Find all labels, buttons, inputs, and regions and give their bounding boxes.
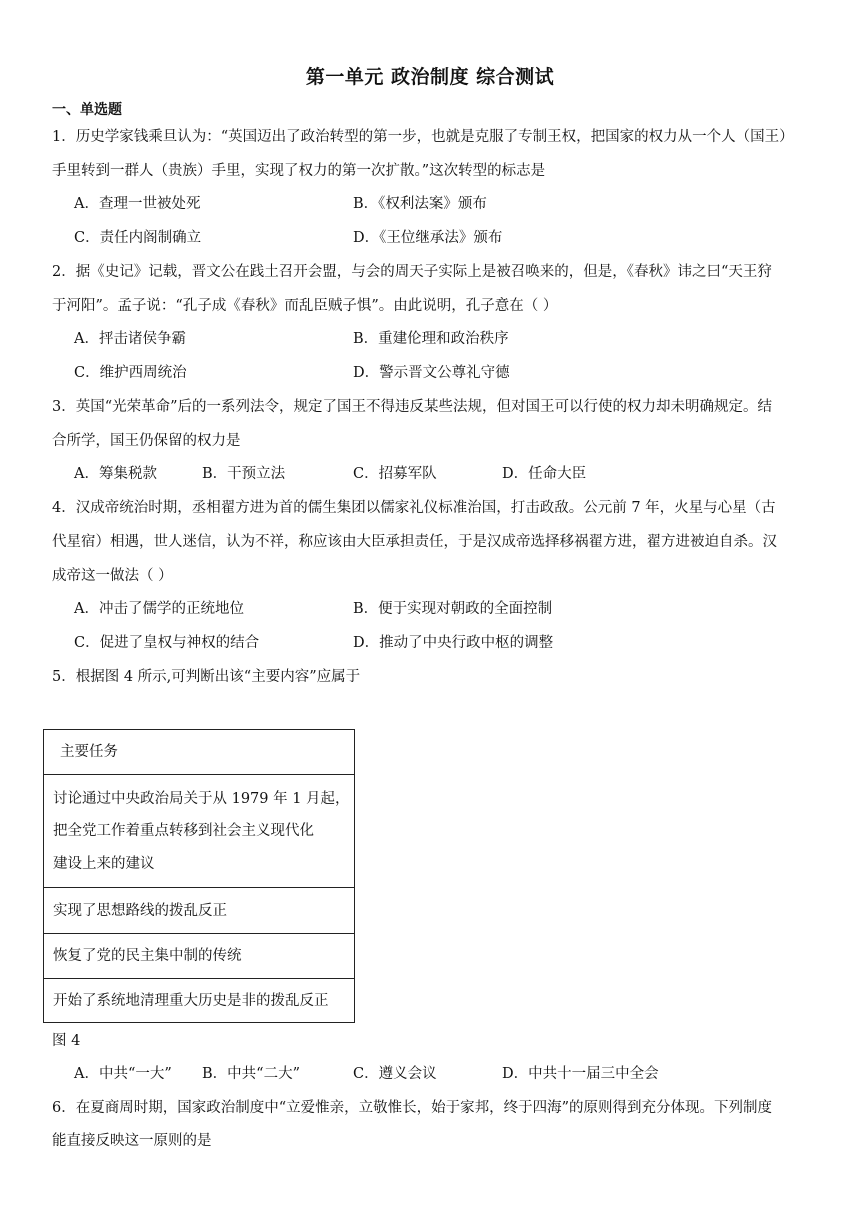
table-row <box>44 933 354 978</box>
question-5-option-c[interactable]: C．遵义会议 <box>353 1066 437 1082</box>
table-row-1-line-3: 建设上来的建议 <box>53 856 155 872</box>
question-5-line-1: 5．根据图 4 所示,可判断出该“主要内容”应属于 <box>52 669 361 685</box>
table-row-2: 实现了思想路线的拨乱反正 <box>53 903 227 919</box>
table-row <box>44 774 354 887</box>
question-2-option-c[interactable]: C．维护西周统治 <box>74 365 187 381</box>
question-6-line-2: 能直接反映这一原则的是 <box>52 1133 212 1149</box>
question-1-line-1: 1．历史学家钱乘旦认为：“英国迈出了政治转型的第一步，也就是克服了专制王权，把国家的权力从一个人（国王） <box>52 129 794 145</box>
table-row <box>44 887 354 933</box>
question-3-option-b[interactable]: B．干预立法 <box>202 466 286 482</box>
table-row-3: 恢复了党的民主集中制的传统 <box>53 948 242 964</box>
question-2-option-b[interactable]: B．重建伦理和政治秩序 <box>353 331 509 347</box>
question-4-option-b[interactable]: B．便于实现对朝政的全面控制 <box>353 601 553 617</box>
question-4-line-2: 代星宿）相遇，世人迷信，认为不祥，称应该由大臣承担责任，于是汉成帝选择移祸翟方进，翟方进被迫自杀。汉 <box>52 534 777 550</box>
question-2-line-2: 于河阳”。孟子说：“孔子成《春秋》而乱臣贼子惧”。由此说明，孔子意在（ ） <box>52 298 558 314</box>
question-3-option-a[interactable]: A．筹集税款 <box>74 466 157 482</box>
question-4-option-d[interactable]: D．推动了中央行政中枢的调整 <box>353 635 554 651</box>
table-header: 主要任务 <box>60 744 118 760</box>
question-3-option-d[interactable]: D．任命大臣 <box>502 466 587 482</box>
question-2-option-d[interactable]: D．警示晋文公尊礼守德 <box>353 365 510 381</box>
page-title: 第一单元 政治制度 综合测试 <box>305 66 555 88</box>
question-1-option-a[interactable]: A．查理一世被处死 <box>74 196 201 212</box>
table-row-1-line-1: 讨论通过中央政治局关于从 1979 年 1 月起， <box>53 791 350 807</box>
question-2-option-a[interactable]: A．抨击诸侯争霸 <box>74 331 186 347</box>
question-1-option-c[interactable]: C．责任内阁制确立 <box>74 230 202 246</box>
question-6-line-1: 6．在夏商周时期，国家政治制度中“立爱惟亲，立敬惟长，始于家邦，终于四海”的原则得到充分体现。下列制度 <box>52 1100 773 1116</box>
question-5-option-a[interactable]: A．中共“一大” <box>74 1066 172 1082</box>
table-header-cell <box>44 730 354 774</box>
table-row <box>44 978 354 1022</box>
table-row-1-line-2: 把全党工作着重点转移到社会主义现代化 <box>53 823 314 839</box>
question-4-line-1: 4．汉成帝统治时期，丞相翟方进为首的儒生集团以儒家礼仪标准治国，打击政敌。公元前 7 年，火星与心星（古 <box>52 500 776 516</box>
table-row-4: 开始了系统地清理重大历史是非的拨乱反正 <box>53 993 329 1009</box>
question-5-option-b[interactable]: B．中共“二大” <box>202 1066 300 1082</box>
question-2-line-1: 2．据《史记》记载，晋文公在践土召开会盟，与会的周天子实际上是被召唤来的，但是，《春秋》讳之曰“天王狩 <box>52 264 772 280</box>
section-heading: 一、单选题 <box>52 102 122 118</box>
question-3-line-2: 合所学，国王仍保留的权力是 <box>52 433 241 449</box>
question-1-line-2: 手里转到一群人（贵族）手里，实现了权力的第一次扩散。”这次转型的标志是 <box>52 163 546 179</box>
question-1-option-d[interactable]: D．《王位继承法》颁布 <box>353 230 503 246</box>
question-4-option-c[interactable]: C．促进了皇权与神权的结合 <box>74 635 260 651</box>
question-3-option-c[interactable]: C．招募军队 <box>353 466 437 482</box>
figure-4-table <box>43 729 355 1023</box>
question-1-option-b[interactable]: B．《权利法案》颁布 <box>353 196 487 212</box>
question-5-option-d[interactable]: D．中共十一届三中全会 <box>502 1066 659 1082</box>
question-4-option-a[interactable]: A．冲击了儒学的正统地位 <box>74 601 244 617</box>
figure-caption: 图 4 <box>52 1033 81 1049</box>
question-4-line-3: 成帝这一做法（ ） <box>52 568 173 584</box>
question-3-line-1: 3．英国“光荣革命”后的一系列法令，规定了国王不得违反某些法规，但对国王可以行使的权力却未明确规定。结 <box>52 399 773 415</box>
